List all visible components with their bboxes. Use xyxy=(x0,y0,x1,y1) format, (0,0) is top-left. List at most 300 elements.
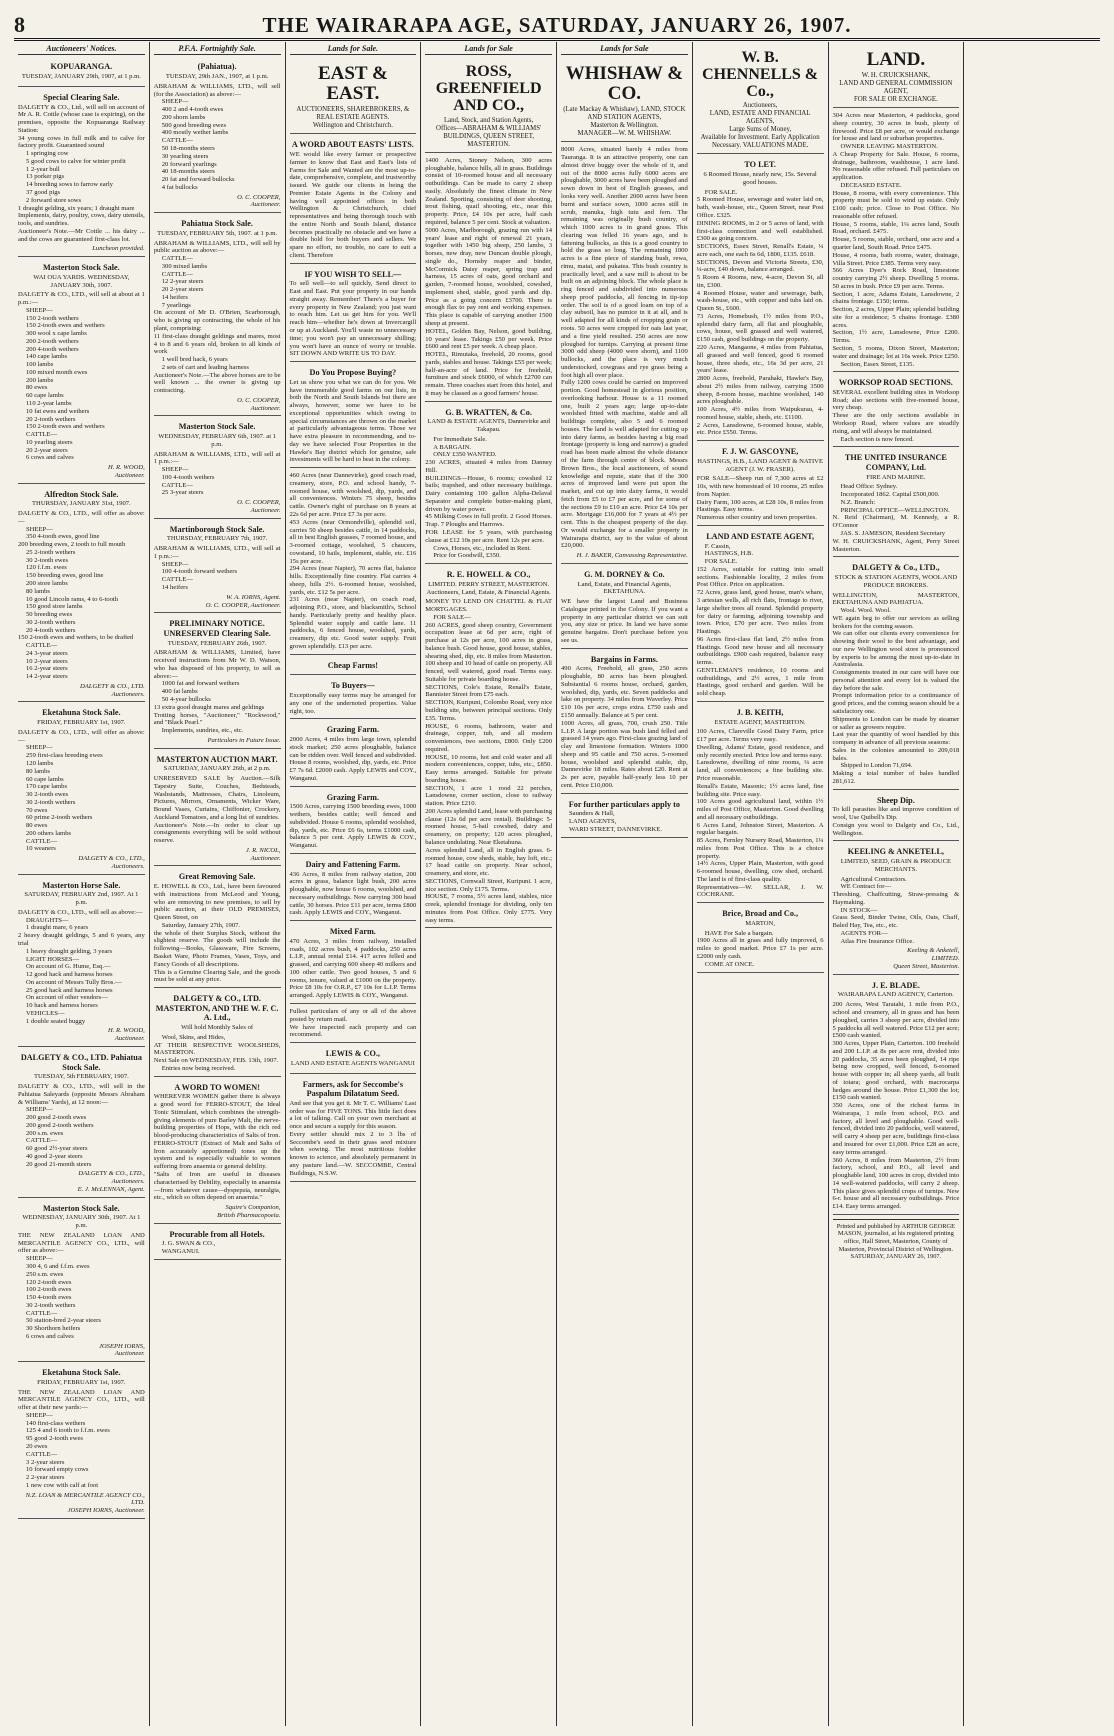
advertisement xyxy=(290,364,417,468)
ad-line: 152 Acres, suitable for cutting into small sections. Fashionable locality, 2 miles from Post Office. Price on application. xyxy=(696,565,824,589)
ad-title: Eketahuna Stock Sale. xyxy=(42,1368,121,1378)
advertisement xyxy=(154,215,281,416)
ad-line: 470 Acres, 3 miles from railway, installed roads, 102 acres bush, 4 paddocks, 250 acres L.I.P., annual rental £14. 417 acres felled and grassed, and carrying 600 sheep 40 milkers and 100 other cattle. Two good houses, 5 and 6 rooms, tenure, valued at £1000 on the property. Price £8 10s for O.R.P., £7 10s for L.I.P. Terms arranged. Apply LEWIS & COY., Wanganui. xyxy=(289,937,417,1000)
column-4 xyxy=(421,42,557,1726)
ad-line: CATTLE— xyxy=(161,481,193,489)
signature-line: Auctioneer. xyxy=(250,404,281,412)
ad-line: 200 others lambs xyxy=(26,829,72,837)
ad-title: KOPUARANGA. xyxy=(50,62,113,72)
ad-line: 120 f.f.m. ewes xyxy=(26,564,67,572)
ad-signature xyxy=(154,1204,281,1220)
ad-subtitle: THURSDAY, FEBRUARY 7th, 1907. xyxy=(166,535,268,543)
firm-line1: W. H. CRUICKSHANK, xyxy=(861,71,931,79)
ad-line: 7 yearlings xyxy=(161,301,191,309)
ad-title: Martinborough Stock Sale. xyxy=(169,524,265,534)
ad-line: 1 2-year bull xyxy=(26,165,60,173)
signature-line: O. C. COOPER, Auctioneer. xyxy=(205,601,281,609)
ad-line: 85 Acres, Fernley Nursery Road, Masterton, 1¼ miles from Post Office. This is a choice property. xyxy=(696,837,824,860)
signature-line: H. J. BAKER, Canvassing Representative. xyxy=(576,552,688,560)
ad-line: 60 prime 2-tooth wethers xyxy=(26,814,93,822)
ad-line: HAVE For Sale a bargain. xyxy=(704,929,774,937)
firm-line2: LAND AND GENERAL COMMISSION AGENT, xyxy=(839,79,953,95)
ad-line: We can offer our clients every convenience for showing their wool to the best advantage, and our new Wellington wool store is pronounced by experts to be among the most up-to-date in Australasia. xyxy=(832,630,960,669)
ad-body xyxy=(697,475,824,522)
ad-body xyxy=(290,280,417,358)
ad-line: DALGETY & CO., Ltd., will sell on account of Mr A. R. Cottle (whose case is expiring), on the premises, opposite the Kopuaranga Railway Station: xyxy=(18,103,145,134)
ad-line: 2 Acres, Lansdowne, 6-roomed house, stable, etc. Price £550. Terms. xyxy=(696,421,824,437)
signature-line: Auctioneers. xyxy=(111,1178,145,1186)
ad-title: PRELIMINARY NOTICE. UNRESERVED Clearing Sale. xyxy=(163,619,271,638)
ad-line: CATTLE— xyxy=(26,837,58,845)
ad-line: Let us show you what we can do for you. We have innumerable good farms on our lists, in both the North and South Islands but there are always, however, some we have to be exceptional opportunities which owing to special circumstances are thrown on the market at particularly advantageous terms. Those we have extra pleasure in recommending, and to-day we have selected Four Properties in the Hawke's Bay district which for genuine, safe investments will be hard to beat in the colony. xyxy=(289,378,417,464)
firm-line4: Available for Investment. Early Application Necessary. VALUATIONS MADE. xyxy=(700,134,820,150)
ad-line: On account of other vendors— xyxy=(26,994,108,1002)
advertisement xyxy=(18,1049,145,1198)
ad-line: 350 Acres, one of the richest farms in Wairarapa, 1 mile from school, P.O. and factory, all level and ploughable. Good well-fenced, divided into 20 paddocks, well watered, will carry 4 sheep per acre, buildings first-class and insured for over £1,000. Price £28 an acre, easy terms arranged. xyxy=(832,1102,960,1156)
firm-header xyxy=(290,58,417,134)
ad-line: 200 shorn lambs xyxy=(161,113,206,121)
signature-line: Queen Street, Masterton. xyxy=(893,963,960,970)
advertisement xyxy=(561,796,688,838)
ad-line: 60 cape lambs xyxy=(26,775,64,783)
advertisement xyxy=(154,615,281,748)
signature-line: Auctioneer. xyxy=(250,506,281,514)
ad-title: Cheap Farms! xyxy=(327,660,378,670)
ad-title: J. E. BLADE. xyxy=(871,980,920,990)
ad-line: 80 ewes xyxy=(26,822,48,830)
column-7 xyxy=(829,42,965,1726)
ad-body xyxy=(154,883,281,984)
ad-line: House, 5 rooms, stable, orchard, one acre and a quarter land, South Road. Price £475. xyxy=(832,236,960,252)
ad-body xyxy=(697,728,824,899)
ad-line: LIGHT HORSES— xyxy=(26,955,80,963)
ad-line: 2 2-year steers xyxy=(26,1474,65,1482)
ad-line: 1000 fat and forward wethers xyxy=(161,680,240,688)
ad-line: CATTLE— xyxy=(26,431,58,439)
ad-line: 300 Acres, Upper Plain, Carterton. 100 freehold and 200 L.I.P. at 8s per acre rent, divided into 20 paddocks, 35 acres been ploughed, 14 ripe being now cropped, well fenced, 6-roomed house with copper in; all sheep yards, all built of totara; good orchard, with macrocarpa hedges around the house. Price £1,300 the lot; £150 cash wanted. xyxy=(832,1040,960,1102)
ad-line: Exceptionally easy terms may be arranged for any one of the undernoted properties. Value right, too. xyxy=(289,692,417,715)
advertisement xyxy=(18,1200,145,1362)
ad-line: 30 yearling steers xyxy=(161,152,209,160)
ad-line: 294 Acres (near Napier), 70 acres flat, balance hills. Exceptionally fine country. Flat carries 4 sheep, hills 2½. 6-roomed house, woolshed, yards, etc. £12 5s per acre. xyxy=(289,565,417,596)
advertisement xyxy=(697,443,824,526)
signature-line: N.Z. LOAN & MERCANTILE AGENCY CO., LTD. xyxy=(25,1491,145,1507)
ad-line: Implements, sundries, etc., etc. xyxy=(161,727,244,735)
ad-title: Eketahuna Stock Sale. xyxy=(42,708,121,718)
ad-line: 150 4-tooth ewes xyxy=(26,1294,72,1302)
ad-line: Shipped to London 71,694. xyxy=(840,762,913,770)
ad-line: N. Reid (Chairman), M. Kennedy, a R. O'Connor xyxy=(832,514,960,530)
ad-line: 100 Acres, Clareville Good Dairy Farm, price £17 per acre. Terms very easy. xyxy=(696,728,824,744)
ad-line: 200 breeding ewes, 2 tooth to full mouth xyxy=(18,541,126,549)
column-header: Auctioneers' Notices. xyxy=(18,44,145,55)
advertisement xyxy=(290,1006,417,1043)
ad-title: Bargains in Farms. xyxy=(590,654,658,664)
ad-subtitle: WEDNESDAY, FEBRUARY 6th, 1907. at 1 p.m. xyxy=(158,433,276,448)
ad-line: Representatives—W. SELLAR, J. W. COCHRANE. xyxy=(696,883,824,899)
ad-line: On account of Mr D. O'Brien, Scarborough, who is giving up contracting, the whole of his plant, comprising: xyxy=(153,309,281,332)
ad-title: LAND AND ESTATE AGENT, xyxy=(706,531,815,541)
ad-title: For further particulars apply to xyxy=(568,799,680,809)
ad-subtitle: LIMITED, SEED, GRAIN & PRODUCE MERCHANTS. xyxy=(840,858,951,873)
ad-line: SECTIONS, Cole's Estate, Renall's Estate, Bannister Street from £75 each. xyxy=(425,683,552,699)
ad-line: 3 2-year steers xyxy=(26,1458,65,1466)
advertisement xyxy=(697,704,824,903)
ad-title: A WORD TO WOMEN! xyxy=(174,1082,260,1092)
ad-line: HOUSE, 7 rooms, 5½ acres land, stables, nice creek, splendid frontage for dividing, only ten minutes from Post Office. Only £775. Very easy terms. xyxy=(425,893,552,924)
acreage-figure: 470 xyxy=(289,937,300,945)
ad-body xyxy=(18,104,145,244)
ad-signature xyxy=(154,499,281,515)
ad-line: These are the only sections available in Worksop Road, where values are steadily rising, and will always be maintained. xyxy=(832,412,960,435)
ad-line: 1000 Acres, all grass, 700, crush 250. Title L.I.P. A large portion was bush land felled and grassed 14 years ago. First-class grazing land of clay and limestone formation. Winters 1000 sheep and 95 cattle and 750 acres. 5-roomed house, woolshed and splendid stable, dip, Dannevirke 18 miles. Rates about £20. Rent at 2s per acre, payable half-yearly less 10 per cent. Price £10,000. xyxy=(561,719,688,789)
ad-line: Auctioneer's Note.—In order to clear up consignments everything will be sold without reserve. xyxy=(153,821,281,845)
ad-title: Masterton Stock Sale. xyxy=(43,1203,120,1213)
advertisement xyxy=(18,259,145,484)
advertisement xyxy=(425,404,552,564)
ad-body xyxy=(561,146,688,550)
signature-line: J. R. NICOL, xyxy=(245,846,281,854)
firm-name: W. B. CHENNELLS & Co., xyxy=(702,49,819,100)
ad-body xyxy=(290,151,417,260)
firm-line1: Land, Stock, and Station Agents, xyxy=(443,116,534,124)
ad-line: 60 good 2½-year steers xyxy=(26,1145,88,1153)
ad-line: 37 good pigs xyxy=(26,188,61,196)
ad-title: Masterton Horse Sale. xyxy=(42,880,121,890)
ad-body xyxy=(833,483,960,553)
ad-body xyxy=(425,436,552,560)
ad-body xyxy=(154,775,281,845)
advertisement xyxy=(290,136,417,263)
ad-line: 230 ACRES, situated 4 miles from Danney Hill. xyxy=(425,459,552,474)
ad-line: 50 station-bred 2-year steers xyxy=(26,1317,101,1325)
ad-line: Auctioneer's Note.—The above horses are to be well known ... the owner is giving up contracting. xyxy=(153,371,281,395)
advertisement xyxy=(561,566,688,649)
ad-body xyxy=(833,592,960,786)
ad-title: DALGETY & Co., LTD., xyxy=(852,563,940,573)
ad-body xyxy=(154,1240,281,1256)
column-8 xyxy=(964,42,1100,1726)
ad-line: 30 Shorthorn heifers xyxy=(26,1325,81,1333)
ad-title: J. B. KEITH, xyxy=(736,707,784,717)
ad-line: the whole of their Surplus Stock, without the slightest reserve. The goods will include the following—Books, Glassware, Fire Screens, Basket Ware, Photo Frames, Vases, Toys, and Fancy Goods of all descriptions. xyxy=(153,929,281,968)
acreage-figure: 1400 xyxy=(425,156,439,164)
advertisement xyxy=(290,657,417,676)
ad-line: SECTIONS, Devon and Victoria Streets, £30, ¼-acre, £40 down, balance arranged. xyxy=(696,258,824,274)
ad-body xyxy=(290,472,417,651)
ad-signature xyxy=(561,552,688,560)
advertisement xyxy=(561,144,688,564)
ad-line: 2000 Acres, 4 miles from large town, splendid stock market; 250 acres ploughable, balance can be ridden over. Well fenced and subdivided. House 8 rooms, woolshed, dip, yards, etc. Price £7 7s 6d. £2000 cash. Apply LEWIS and COY., Wanganui. xyxy=(289,736,417,782)
ad-line: 120 lambs xyxy=(26,759,54,767)
ad-signature xyxy=(18,464,145,480)
ad-line: 231 Acres (near Napier), on coach road, adjoining P.O., store, and blacksmith's, School handy. Particularly pretty and healthy place. Splendid water supply and cattle lane. 11 paddocks, 6 fenced house, woolshed, yards, creamery, dip etc. Good water supply. Fruit grown splendidly. £13 per acre. xyxy=(289,596,417,651)
ad-line: F. Cassin, xyxy=(704,542,731,550)
ad-line: 96 Acres first-class flat land, 2½ miles from Hastings. Good new house and all necessary outbuildings. £900 cash required, balance easy terms. xyxy=(696,635,824,667)
ad-line: CATTLE— xyxy=(26,1137,58,1145)
acreage-figure: 304 xyxy=(832,112,843,119)
ad-line: FOR SALE. xyxy=(704,558,738,566)
ad-line: 30 2-tooth wethers xyxy=(26,1301,76,1309)
ad-line: WE would like every farmer or prospective farmer to know that East and East's lists of Farms for Sale and Wanted are the most up-to-date, comprehensive, complete, and trustworthy issued. We guide our clients in being the Premier Estate Agents in the Colony and having well appointed offices in both Wellington & Christchurch, chief representatives and being thorough touch with the entire North and South Island, distance becomes practically no obstacle and we have a double hold for both buyers and sellers. We spare no effort, no trouble, no care to suit a client. Therefore xyxy=(289,151,417,259)
ad-line: LAND AGENTS, xyxy=(569,818,617,826)
ad-subtitle: SATURDAY, FEBRUARY 2nd, 1907. At 1 p.m. xyxy=(24,891,139,907)
ad-line: DALGETY & CO., LTD., will sell as above:— xyxy=(18,908,143,916)
ad-line: Fully 1200 cows could be carried on improved portion. Good homestead in glorious position, overlooking harbour. House is a 11 roomed one, built 2 years ago; large up-to-date woolshed fitted with machine, stable and all buildings complete, also 5 and 6 roomed houses. The land is well adapted for cutting up into dairy farms, as besides having a big road frontage (property is long and narrow) a graded road has been made almost the whole distance of the farm through centre of block. Messrs Brown Bros., the local auctioneers, of sound knowledge and repute, state that if the 300 acres of improved land were put upon the market, and cut up into dairy farms, it would fetch from £5 to £7 per acre, and for some of the sections £9 to £10 an acre. Price £4 10s per acre. Mortgage £16,000 for 7 years at 4½ per cent. This is the cheapest property of the day. Or would exchange for a smaller property in Wairarapa district, say to the value of about £20,000. xyxy=(561,379,688,550)
ad-body xyxy=(425,598,552,924)
advertisement xyxy=(697,905,824,972)
ad-line: CATTLE— xyxy=(26,1450,58,1458)
ad-line: SHEEP— xyxy=(26,525,53,533)
advertisement xyxy=(154,751,281,867)
ad-line: THE NEW ZEALAND LOAN AND MERCANTILE AGENCY CO., LTD., will offer at their new yards:— xyxy=(18,1388,145,1412)
ad-line: SHEEP— xyxy=(26,1411,53,1419)
acreage-figure: 85 xyxy=(696,837,704,845)
firm-line2: Wellington and Christchurch. xyxy=(312,122,393,130)
firm-line3: MANAGER—W. M. WHISHAW. xyxy=(577,130,672,138)
ad-body xyxy=(154,240,281,395)
ad-line: DALGETY & CO., LTD., will sell at about at 1 p.m.:— xyxy=(18,291,145,307)
ad-line: OWNER LEAVING MASTERTON. xyxy=(840,143,938,151)
ad-line: SECTIONS, Essex Street, Renall's Estate, ¼ acre each, one each 6s 6d, 1800, £135. £618. xyxy=(696,243,824,258)
ad-title: DALGETY & CO., LTD. Pahiatua Stock Sale. xyxy=(20,1052,142,1072)
ad-line: 300 mixed lambs xyxy=(161,262,208,270)
ad-line: 4 Roomed House, water and sewerage, bath, wash-house, etc., with copper and tubs laid on. Queen St., £600. xyxy=(696,289,824,313)
ad-subtitle: FRIDAY, FEBRUARY 1st, 1907. xyxy=(37,1378,126,1386)
ad-line: Every settler should mix 2 to 3 lbs of Seccombe's seed in their grass seed mixture when sowing. The most nutritious fodder known to science, and absolutely permanent in any pasture land.—W. SECCOMBE, Central Buildings, N.S.W. xyxy=(289,1130,417,1177)
ad-line: Lansdowne, dwelling of nine rooms, ¼ acre land, all conveniences; a fine building site. Price reasonable. xyxy=(696,759,824,782)
ad-line: 1 heavy draught gelding, 3 years xyxy=(26,947,113,955)
ad-line: Consignments treated in our care will have our personal attention and every lot is valued the day before the sale. xyxy=(832,669,960,692)
ad-line: 20 2-tooth wethers xyxy=(26,415,76,423)
ad-line: 100 4-tooth wethers xyxy=(161,473,215,481)
ad-title: Grazing Farm. xyxy=(326,725,380,735)
ad-title: THE UNITED INSURANCE COMPANY, Ltd. xyxy=(844,453,947,472)
advertisement xyxy=(833,374,960,447)
ad-line: 5 Room 4 Rooms, new, 4-acre, Devon St, all tin, £300. xyxy=(696,274,824,289)
ad-line: 25 good hack and harness horses xyxy=(26,986,113,994)
ad-line: 5 Roomed House, sewerage and water laid on, bath, wash-house, etc., Queen Street, near Post Office. £325. xyxy=(696,196,824,219)
ad-line: House, 4 rooms, bath rooms, water, drainage, Villa Street. Price £385. Terms very easy. xyxy=(832,251,960,267)
ad-signature xyxy=(18,245,145,253)
ad-line: ABRAHAM & WILLIAMS, LTD., will sell at 1 p.m.:— xyxy=(153,450,281,466)
ad-body xyxy=(154,649,281,734)
ad-line: WHEREVER WOMEN gather there is always a good word for FERRO-STOUT, the Ideal Tonic Stimulant, which combines the strength-giving elements of pure Barley Malt, the nerve-building properties of Hops, with the rich red blood-producing characteristics of Salts of Iron. xyxy=(153,1093,281,1140)
ad-line: WANGANUI. xyxy=(161,1248,200,1256)
ad-subtitle: WAI OUA YARDS. WEDNESDAY, JANUARY 30th, 1907. xyxy=(33,273,130,289)
ad-line: VEHICLES— xyxy=(26,1009,65,1017)
ad-line: SHEEP— xyxy=(161,560,189,568)
advertisement xyxy=(697,156,824,441)
ad-line: 10 yearling steers xyxy=(26,438,73,446)
ad-line: 259 first-class breeding ewes xyxy=(26,752,103,760)
ad-line: 566 Acres Dyer's Rock Road, limestone country carrying 2½ sheep. Dwelling 5 rooms. 50 acres in bush. Price £9 per acre. Terms. xyxy=(832,267,960,290)
firm-line2: LAND, ESTATE AND FINANCIAL AGENTS, xyxy=(709,110,811,126)
ad-line: CATTLE— xyxy=(26,1309,58,1317)
signature-line: O. C. COOPER, xyxy=(237,396,281,404)
ad-line: DALGETY & CO., LTD., will sell in the Pahiatua Saleyards (opposite Messrs Abraham & Williams' Yards), at 12 noon:— xyxy=(18,1083,145,1106)
ad-line: "Salts of Iron are useful in diseases characterised by Debility, especially in anaemia—from whatever cause—dyspepsia, neuralgia, etc., which so often depend on anaemia." xyxy=(153,1171,281,1202)
acreage-figure: 2800 xyxy=(696,375,710,383)
firm-line1: Auctioneers, xyxy=(742,102,778,110)
ad-body xyxy=(833,876,960,946)
ad-line: PRINCIPAL OFFICE—WELLINGTON. xyxy=(840,506,950,514)
advertisement xyxy=(425,155,552,402)
ad-line: 150 2-tooth ewes and wethers, to be drafted xyxy=(18,634,134,642)
ad-line: 200 good 2-tooth ewes xyxy=(26,1114,87,1122)
masthead xyxy=(14,8,1100,41)
ad-line: Wool, Skins, and Hides, xyxy=(161,1033,226,1041)
ad-line: To sell well—to sell quickly, Send direct to East and East. Put your property in our hands straight away. Remember! There's a buyer for every property in New Zealand; you just want to reach him. Let us get him for you. We'll reach him—whether he's down at Invercargill or up at Auckland. You'll waste no unnecessary time; you won't pay an unnecessary shilling; you won't have an ounce of worry or trouble. SIT DOWN AND WRITE US TO DAY. xyxy=(289,280,417,358)
ad-line: 400 fat lambs xyxy=(161,688,198,696)
page-number: 8 xyxy=(14,12,25,37)
acreage-figure: 100 xyxy=(696,798,707,806)
ad-line: 80 lambs xyxy=(26,587,50,595)
ad-line: Sales in the colonies amounted to 209,018 bales. xyxy=(832,746,960,762)
column-header: Lands for Sale. xyxy=(290,44,417,55)
ad-line: W. H. CRUICKSHANK, Agent, Perry Street Masterton. xyxy=(832,537,960,553)
ad-line: DINING ROOMS, in 2 or 5 acres of land, with first-class connection and well established. £300 as going concern. xyxy=(696,219,824,243)
ad-line: 100 Acres, 4½ miles from Waipukurau, 4-roomed house, stable, sheds, etc. £1100. xyxy=(696,406,824,421)
ad-line: 1 draught mare, 6 years xyxy=(26,924,89,932)
ad-line: COME AT ONCE. xyxy=(704,960,755,968)
ad-line: 12 good hack and harness horses xyxy=(26,971,113,979)
ad-line: BUILDINGS—House, 6 rooms; cowshed 12 bails; trapshed, and other necessary buildings. Dairy containing 100 gallon Alpha-Delaval Separator and complete butter-making plant, driven by water power. xyxy=(425,474,552,513)
page-columns xyxy=(14,42,1100,1726)
ad-title: To Buyers— xyxy=(331,681,375,691)
ad-line: 30 2-tooth ewes xyxy=(26,556,69,564)
ad-body xyxy=(561,598,688,645)
column-header: Lands for Sale xyxy=(561,44,688,55)
signature-line: Auctioneer. xyxy=(114,1350,145,1358)
ad-line: Fullest particulars of any or all of the above posted by return mail. xyxy=(289,1008,417,1023)
signature-line: DALGETY & CO., LTD. xyxy=(80,682,145,690)
ad-line: This is a Genuine Clearing Sale, and the goods must be sold at any price. xyxy=(153,968,281,984)
ad-line: 20 good 21-month steers xyxy=(26,1160,92,1168)
ad-line: Renall's Estate, Masonic; 1½ acres land, fine building site. Price easy. xyxy=(696,782,824,798)
ad-body xyxy=(18,1083,145,1168)
ad-line: 436 Acres, 8 miles from railway station, 200 acres in grass, balance light bush, 200 acres ploughable, now house 6 rooms, woolshed, and necessary outbuildings. Now carrying 300 head cattle, 30 horses. Price £11 per acre, terms £800 cash. Apply LEWIS and COY., Wanganui. xyxy=(289,870,417,917)
advertisement xyxy=(290,923,417,1004)
ad-line: 10 hack and harness horses xyxy=(26,1002,98,1010)
ad-line: ABRAHAM & WILLIAMS, Limited, have received instructions from Mr W. D. Watson, who has disposed of his property, to sell as above:— xyxy=(153,649,281,680)
acreage-figure: 453 xyxy=(289,518,300,526)
signature-line: Auctioneers. xyxy=(111,690,145,698)
ad-title: Procurable from all Hotels. xyxy=(169,1229,265,1239)
ad-line: SHEEP— xyxy=(161,466,189,474)
signature-line: Auctioneers. xyxy=(111,862,145,870)
advertisement xyxy=(18,58,145,86)
ad-line: ABRAHAM & WILLIAMS, LTD., will sell (for the Association) as above:— xyxy=(153,82,281,98)
firm-line2: Masterton & Wellington. xyxy=(590,122,659,130)
acreage-figure: 200 xyxy=(425,807,436,815)
signature-line: E. J. McLENNAN, Agent. xyxy=(77,1185,145,1193)
ad-line: 360 Acres, 8 miles from Masterton, 2½ from factory, school, and P.O., all level and ploughable land, 100 acres in crop, divided into 14 well-watered paddocks, will carry 2 sheep. This place gives splendid crops of turnips. New 6-r. house and all necessary outbuildings. Price £14. Easy terms arranged. xyxy=(832,1156,960,1211)
advertisement xyxy=(833,843,960,974)
firm-header xyxy=(561,58,688,142)
ad-title: Alfredton Stock Sale. xyxy=(44,489,119,499)
ad-subtitle: SATURDAY, JANUARY 26th, at 2 p.m. xyxy=(163,765,271,773)
ad-body xyxy=(561,810,688,833)
ad-line: Making a total number of bales handled 281,612. xyxy=(832,770,960,785)
ad-line: 95 good 2-tooth ewes xyxy=(26,1435,83,1443)
ad-line: Section, 2 acres, Upper Plain; splendid building site for a residence; 5 chains frontage. £380 acres. xyxy=(832,306,960,329)
ad-body xyxy=(561,665,688,789)
ad-title: G. B. WRATTEN, & Co. xyxy=(445,407,532,417)
ad-subtitle: LAND AND ESTATE AGENTS WANGANUI xyxy=(290,1059,415,1067)
ad-line: 200 Acres splendid Land, lease with purchasing clause (12s 6d per acre rental). Buildings: 5-roomed house, 5-bail cowshed, dairy and creamery, on property; 120 acres ploughed, balance undulating. Near Eketahuna. xyxy=(425,807,552,847)
ad-line: 140 cape lambs xyxy=(26,353,68,361)
ad-title: DALGETY & CO., LTD. MASTERTON, AND THE W. F. C. A. Ltd., xyxy=(155,994,279,1023)
ad-subtitle: HASTINGS, H.B., LAND AGENT & NATIVE AGENT (J. W. FRASER). xyxy=(697,457,823,473)
ad-signature xyxy=(154,397,281,413)
ad-line: GENTLEMAN'S residence, 10 rooms and outbuildings, and 2½ acres, 1 mile from Hastings, good orchard and garden. Will be sold cheap. xyxy=(696,666,824,698)
printer-imprint: Printed and published by ARTHUR GEORGE MASON, journalist, at his registered printing office, Hall Street, Masterton, County of Masterton, Provincial District of Wellington. SATURDAY, JANUARY 26, 1907. xyxy=(833,1219,960,1261)
ad-line: 30 2-tooth wethers xyxy=(26,618,76,626)
ad-line: UNRESERVED SALE by Auction.—Silk Tapestry Suite, Couches, Bedsteads, Washstands, Mattresses, Chairs, Linoleum, Pictures, Mirrors, Ornaments, Wicker Ware, Bound Vases, Curtains, Chiffonier, Crockery, Auckland Tomatoes, and a long list of sundries. xyxy=(153,775,281,821)
ad-line: On account of Messrs Tully Bros.— xyxy=(26,978,122,986)
ad-line: N.Z. Branch: xyxy=(840,498,876,506)
advertisement xyxy=(18,1364,145,1519)
ad-title: Great Removing Sale. xyxy=(178,872,256,882)
ad-body xyxy=(154,1093,281,1202)
ad-line: 150 good store lambs xyxy=(26,603,83,611)
ad-body xyxy=(290,871,417,918)
ad-line: 60 cape lambs xyxy=(26,392,64,400)
ad-line: DRAUGHTS— xyxy=(26,916,69,924)
ad-subtitle: FRIDAY, FEBRUARY 1st, 1907. xyxy=(37,719,126,727)
ad-line: On account of G. Hume, Esq.— xyxy=(26,963,111,971)
advertisement xyxy=(697,528,824,702)
ad-line: 34 young cows in full milk and to calve for factory profit. Guaranteed sound xyxy=(18,134,145,150)
ad-title: Pahiatua Stock Sale. xyxy=(181,219,253,229)
acreage-figure: 230 xyxy=(425,459,436,467)
ad-title: WORKSOP ROAD SECTIONS. xyxy=(838,378,953,388)
ad-title: Sheep Dip. xyxy=(876,795,915,805)
ad-line: FOR SALE. xyxy=(704,188,738,196)
ad-line: Cows, Horses, etc., included in Rent. xyxy=(433,544,532,552)
advertisement xyxy=(18,704,145,874)
ad-line: 14 breeding sows to farrow early xyxy=(26,181,113,189)
ad-body xyxy=(290,1100,417,1178)
advertisement xyxy=(290,1076,417,1182)
ad-line: 14 heifers xyxy=(161,293,188,301)
ad-line: 20 ewes xyxy=(26,1443,48,1450)
column-6 xyxy=(693,42,829,1726)
ad-title: Mixed Farm. xyxy=(329,927,376,937)
ad-line: And see that you get it. Mr T. C. Williams' Last order was for FIVE TONS. This little fact does a lot of talking. Call on your own merchant at once and secure a supply for this season. xyxy=(289,1099,417,1131)
ad-line: 2 sets of cart and leading harness xyxy=(161,363,249,371)
advertisement xyxy=(290,789,417,854)
ad-subtitle: TUESDAY, FEBRUARY 26th, 1907. xyxy=(167,639,267,647)
ad-line: 70 ewes xyxy=(26,806,48,814)
ad-body xyxy=(290,692,417,715)
ad-line: House, 5 rooms, stable, 1¼ acres land, South Road, orchard. £475. xyxy=(832,220,960,236)
ad-line: 20 forward yearlings xyxy=(161,160,217,168)
ad-line: Saunders & Hall, xyxy=(569,810,615,818)
acreage-figure: 1900 xyxy=(696,937,710,945)
signature-line: H. R. WOOD, xyxy=(107,1027,145,1035)
ad-line: 200 s.m. ewes xyxy=(26,1129,64,1137)
ad-line: 200 2-tooth wethers xyxy=(26,337,79,345)
ad-line: 25 2-tooth wethers xyxy=(26,548,76,556)
ad-line: 110 2-year lambs xyxy=(26,400,72,408)
ad-line: Shipments to London can be made by steamer or sailer as growers require. xyxy=(832,715,960,731)
ad-line: 300 4, 6 and f.f.m. ewes xyxy=(26,1263,90,1271)
ad-line: WE have the largest Land and Business Catalogue printed in the Colony. If you want a property in any particular district we can suit you, any size or price. In land we have some genuine bargains. Don't purchase before you see us. xyxy=(561,598,688,644)
ad-line: 150 2-tooth wethers xyxy=(26,314,79,322)
signature-line: JOSEPH IORNS, Auctioneer. xyxy=(67,1507,145,1515)
